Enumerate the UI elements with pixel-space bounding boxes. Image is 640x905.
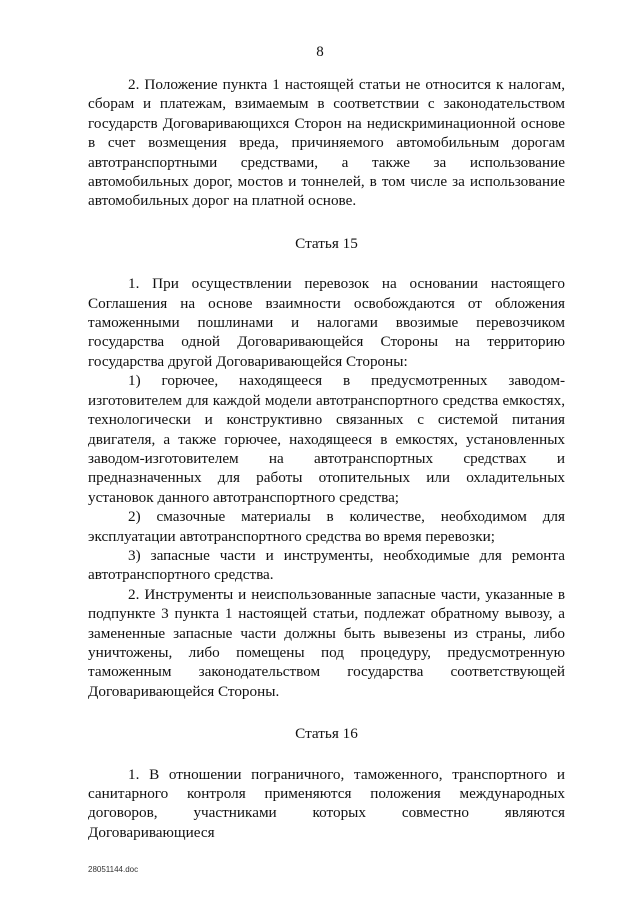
document-footer: 28051144.doc <box>88 865 139 874</box>
paragraph-article16-1: 1. В отношении пограничного, таможенного, транспортного и санитарного контроля применяются положения международных договоров, участниками которых совместно являются Договаривающиеся <box>88 765 565 841</box>
paragraph-article15-1-3: 3) запасные части и инструменты, необходимые для ремонта автотранспортного средства. <box>88 546 565 584</box>
paragraph-article14-2: 2. Положение пункта 1 настоящей статьи не относится к налогам, сборам и платежам, взимаемым в соответствии с законодательством государств Договаривающихся Сторон на недискриминационной основе в счет возмещения вреда, причиняемого автомобильным дорогам автотранспортными средствами, а также за использование автомобильных дорог, мостов и тоннелей, в том числе за использование автомобильных дорог на платной основе. <box>88 76 565 210</box>
document-body <box>88 75 565 842</box>
article-15-heading: Статья 15 <box>295 234 358 252</box>
paragraph-article15-1-2: 2) смазочные материалы в количестве, необходимом для эксплуатации автотранспортного средства во время перевозки; <box>88 508 565 545</box>
page-number: 8 <box>316 44 324 60</box>
paragraph-article15-1-1: 1) горючее, находящееся в предусмотренных заводом-изготовителем для каждой модели автотранспортного средства емкостях, технологически и конструктивно связанных с системой питания двигателя, а также горючее, находящееся в емкостях, установленных заводом-изготовителем на автотранспортных средствах и предназначенных для работы отопительных или охладительных установок данного автотранспортного средства; <box>88 372 565 506</box>
paragraph-article15-2: 2. Инструменты и неиспользованные запасные части, указанные в подпункте 3 пункта 1 настоящей статьи, подлежат обратному вывозу, а замененные запасные части должны быть вывезены из страны, либо уничтожены, либо помещены под процедуру, предусмотренную таможенным законодательством государства соответствующей Договаривающейся Стороны. <box>88 585 565 700</box>
paragraph-article15-1: 1. При осуществлении перевозок на основании настоящего Соглашения на основе взаимности освобождаются от обложения таможенными пошлинами и налогами ввозимые перевозчиком государства одной Договаривающейся Стороны на территорию государства другой Договаривающейся Стороны: <box>88 275 565 370</box>
article-16-heading: Статья 16 <box>295 725 358 743</box>
